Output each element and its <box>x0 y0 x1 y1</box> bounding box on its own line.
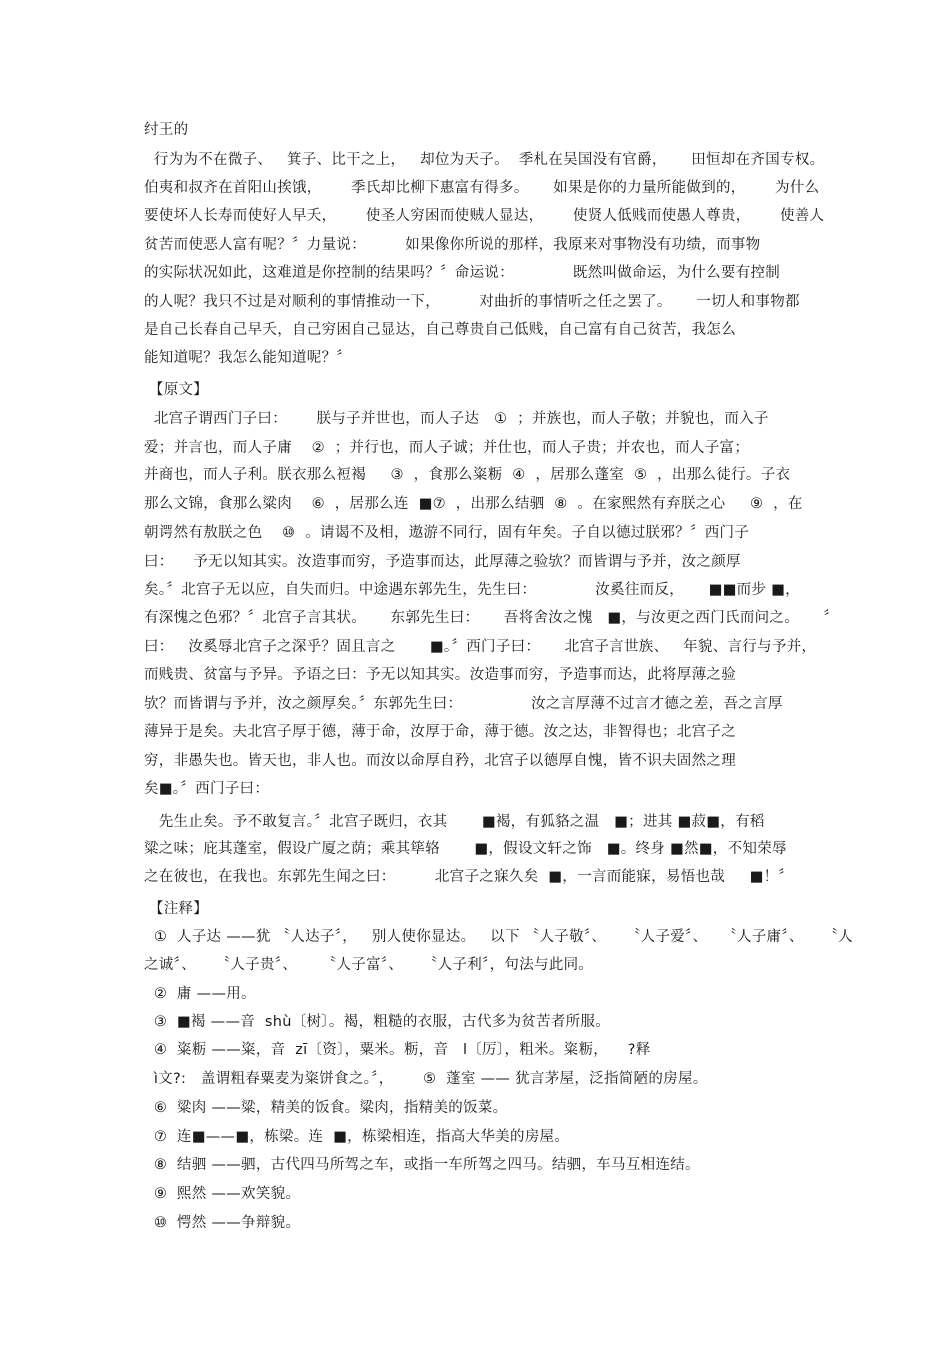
text-line: 粱之味；庇其蓬室，假设广厦之荫；乘其筚辂 ■，假设文轩之饰 ■。终身 ■然■，不知荣辱 <box>144 841 787 857</box>
text-line: 欤？而皆谓与予并，汝之颜厚矣。〞东郭先生曰： 汝之言厚薄不过言才德之差，吾之言厚 <box>144 696 783 712</box>
annotation-line: ② 庸 ——用。 <box>144 986 256 1002</box>
text-line: 先生止矣。予不敢复言。〞北宫子既归，衣其 ■褐，有狐貉之温 ■；进其 ■菽■，有稻 <box>144 814 765 830</box>
text-line: 并商也，而人子利。朕衣那么裋褐 ③ ，食那么粢粝 ④ ，居那么蓬室 ⑤ ，出那么徒行。子衣 <box>144 467 791 483</box>
text-line: 爱；并言也，而人子庸 ② ；并行也，而人子诚；并仕也，而人子贵；并农也，而人子富； <box>144 440 750 456</box>
text-line: 伯夷和叔齐在首阳山挨饿， 季氏却比柳下惠富有得多。 如果是你的力量所能做到的， 为什么 <box>144 180 820 196</box>
text-line: 曰： 汝奚辱北宫子之深乎？固且言之 ■。〞西门子曰： 北宫子言世族、 年貌、言行与予并， <box>144 639 817 655</box>
text-line: 矣■。〞西门子曰： <box>144 781 270 797</box>
text-line: 北宫子谓西门子曰： 朕与子并世也，而人子达 ① ；并族也，而人子敬；并貌也，而入子 <box>144 411 769 427</box>
text-line: 贫苦而使恶人富有呢？〞力量说： 如果像你所说的那样，我原来对事物没有功绩，而事物 <box>144 237 761 253</box>
annotation-line: ③ ■褐 ——音 shù〔树〕。褐，粗糙的衣服，古代多为贫苦者所服。 <box>144 1014 611 1030</box>
text-line: 穷，非愚失也。皆天也，非人也。而汝以命厚自矜，北宫子以德厚自愧，皆不识夫固然之理 <box>144 753 736 769</box>
text-line: 要使坏人长寿而使好人早夭， 使圣人穷困而使贼人显达， 使贤人低贱而使愚人尊贵， 使善人 <box>144 208 825 224</box>
section-heading: 【原文】 <box>144 382 209 398</box>
text-line: 而贱贵、贫富与予异。予语之曰：予无以知其实。汝造事而穷，予造事而达，此将厚薄之验 <box>144 667 736 683</box>
text-line: 薄异于是矣。夫北宫子厚于德，薄于命，汝厚于命，薄于德。汝之达，非智得也；北宫子之 <box>144 724 736 740</box>
annotation-line: ⑧ 结驷 ——驷，古代四马所驾之车，或指一车所驾之四马。结驷，车马互相连结。 <box>144 1157 700 1173</box>
text-line: 能知道呢？我怎么能知道呢？〞 <box>144 350 352 366</box>
text-line: 朝谔然有敖朕之色 ⑩ 。请谒不及相，遨游不同行，固有年矣。子自以德过朕邪？〞西门子 <box>144 525 750 541</box>
text-line: 那么文锦，食那么粱肉 ⑥ ，居那么连 ■⑦ ，出那么结驷 ⑧ 。在家熙然有弃朕之心 ⑨ ，在 <box>144 496 803 512</box>
annotation-line: ⑩ 愕然 ——争辩貌。 <box>144 1215 301 1231</box>
annotation-line: ⑦ 连■——■，栋梁。连 ■，栋梁相连，指高大华美的房屋。 <box>144 1129 570 1145</box>
text-line: 曰： 予无以知其实。汝造事而穷，予造事而达，此厚薄之验欤？而皆谓与予并，汝之颜厚 <box>144 554 741 570</box>
annotation-line: ⑨ 熙然 ——欢笑貌。 <box>144 1186 301 1202</box>
annotation-line: ④ 粢粝 ——粢，音 zī〔资〕，粟米。粝，音 l〔厉〕，粗米。粢粝， ?释 <box>144 1042 651 1058</box>
section-heading: 【注释】 <box>144 901 209 917</box>
text-line: 有深愧之色邪？〞北宫子言其状。 东郭先生曰： 吾将舍汝之愧 ■，与汝更之西门氏而问之。 〞 <box>144 610 839 626</box>
annotation-line: ì文?: 盖谓粗春粟麦为粢饼食之。〞， ⑤ 蓬室 —— 犹言茅屋，泛指简陋的房屋。 <box>144 1071 708 1087</box>
text-line: 行为为不在微子、 箕子、比干之上， 却位为天子。 季札在吴国没有官爵， 田恒却在齐国专权。 <box>144 152 825 168</box>
annotation-line: ⑥ 粱肉 ——粱，精美的饭食。粱肉，指精美的饭菜。 <box>144 1100 508 1116</box>
text-line: 矣。〞北宫子无以应，自失而归。中途遇东郭先生，先生曰： 汝奚往而反， ■■而步 ■， <box>144 582 800 598</box>
text-line: 之在彼也，在我也。东郭先生闻之曰： 北宫子之寐久矣 ■，一言而能寐，易悟也哉 ■！〞 <box>144 869 794 885</box>
annotation-line: ① 人子达 ——犹 〝人达子〞， 别人使你显达。 以下 〝人子敬〞、 〝人子爱〞、 〝人子庸〞、 〝人 <box>144 929 853 945</box>
text-line: 是自己长春自己早夭，自己穷困自己显达，自己尊贵自己低贱，自己富有自己贫苦，我怎么 <box>144 322 736 338</box>
text-line: 的人呢？我只不过是对顺利的事情推动一下， 对曲折的事情听之任之罢了。 一切人和事物都 <box>144 294 800 310</box>
text-line: 纣王的 <box>144 122 189 138</box>
annotation-line: 之诚〞、 〝人子贵〞、 〝人子富〞、 〝人子利〞，句法与此同。 <box>144 957 594 973</box>
text-line: 的实际状况如此，这难道是你控制的结果吗？〞命运说： 既然叫做命运，为什么要有控制 <box>144 265 781 281</box>
